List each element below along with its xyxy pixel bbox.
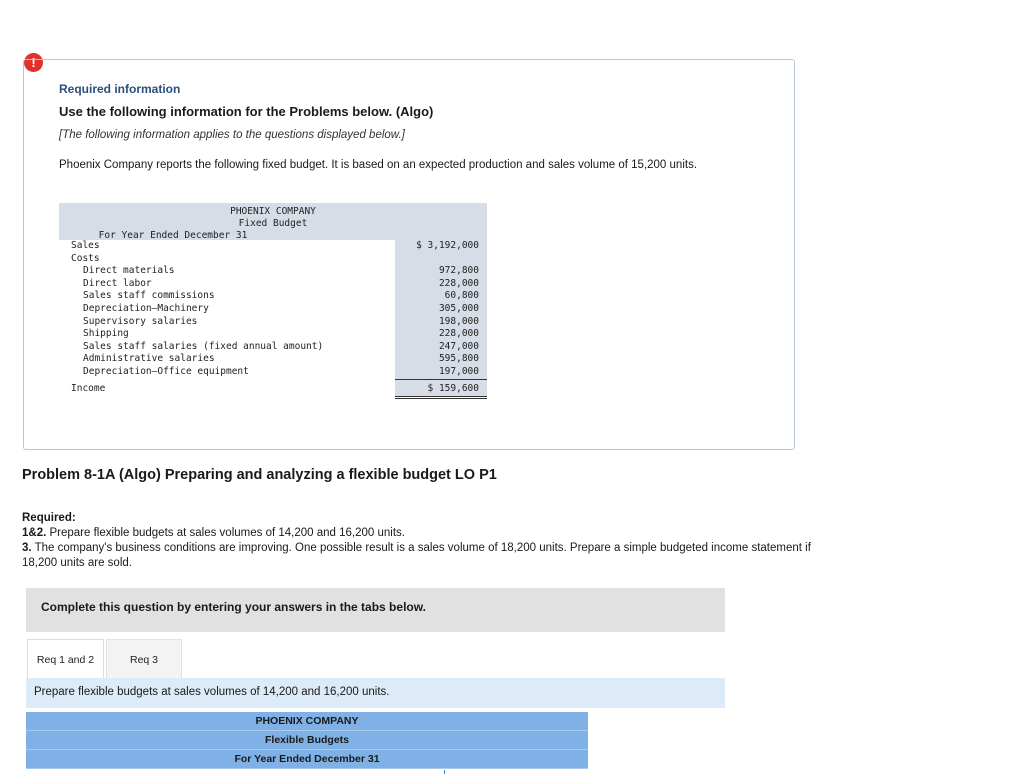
cost-row <box>59 328 487 341</box>
req3-number: 3. <box>22 542 32 554</box>
cost-label: Depreciation—Machinery <box>83 302 209 314</box>
alert-icon: ! <box>24 53 43 72</box>
flexible-budget-period: For Year Ended December 31 <box>26 750 588 769</box>
cost-label: Administrative salaries <box>83 353 215 365</box>
req3-text: The company's business conditions are improving. One possible result is a sales volume of 18,200 units. Prepare a simple budgeted income statement if 18,200 units are sold. <box>22 542 811 569</box>
cost-label: Sales staff salaries (fixed annual amount) <box>83 340 324 352</box>
income-top-rule <box>395 379 487 380</box>
cost-label: Supervisory salaries <box>83 315 198 327</box>
instruction-text: Prepare flexible budgets at sales volumes of 14,200 and 16,200 units. <box>34 686 390 698</box>
income-value: $ 159,600 <box>427 382 479 394</box>
use-information-heading: Use the following information for the Problems below. (Algo) <box>59 104 434 119</box>
column-divider <box>444 770 445 774</box>
income-row <box>59 382 487 396</box>
instruction-bar <box>26 678 725 708</box>
cost-value: 60,800 <box>444 290 479 302</box>
sales-label: Sales <box>71 240 100 251</box>
required-section <box>22 511 812 571</box>
income-double-rule <box>395 396 487 399</box>
cost-row <box>59 341 487 354</box>
cost-value: 228,000 <box>438 328 479 340</box>
cost-label: Shipping <box>83 328 129 340</box>
tab-label: Req 1 and 2 <box>36 654 95 666</box>
complete-question-text: Complete this question by entering your answers in the tabs below. <box>41 600 426 614</box>
cost-value: 198,000 <box>438 315 479 327</box>
flexible-budget-title: Flexible Budgets <box>26 731 588 750</box>
fixed-budget-title: Fixed Budget <box>238 218 308 229</box>
required-label: Required: <box>22 512 76 524</box>
cost-label: Depreciation—Office equipment <box>83 365 249 377</box>
fixed-budget-period: For Year Ended December 31 <box>98 230 248 241</box>
cost-row <box>59 278 487 291</box>
income-label: Income <box>71 382 106 394</box>
cost-value: 228,000 <box>438 277 479 289</box>
cost-value: 972,800 <box>438 265 479 277</box>
problem-title: Problem 8-1A (Algo) Preparing and analyzing a flexible budget LO P1 <box>22 467 497 483</box>
cost-row <box>59 366 487 379</box>
cost-value: 247,000 <box>438 340 479 352</box>
cost-row <box>59 316 487 329</box>
fixed-budget-company: PHOENIX COMPANY <box>230 206 316 217</box>
sales-row <box>59 240 487 253</box>
cost-row <box>59 353 487 366</box>
cost-value: 197,000 <box>438 365 479 377</box>
cost-row <box>59 303 487 316</box>
sales-value: $ 3,192,000 <box>416 240 479 251</box>
fixed-budget-body <box>59 240 487 396</box>
report-text: Phoenix Company reports the following fixed budget. It is based on an expected production and sales volume of 15,200 units. <box>59 159 698 171</box>
cost-label: Direct materials <box>83 265 175 277</box>
cost-row <box>59 265 487 278</box>
complete-question-bar <box>26 588 725 632</box>
applies-note: [The following information applies to the questions displayed below.] <box>59 129 405 141</box>
req12-text: Prepare flexible budgets at sales volumes of 14,200 and 16,200 units. <box>49 527 405 539</box>
cost-label: Direct labor <box>83 277 152 289</box>
cost-label: Sales staff commissions <box>83 290 215 302</box>
cost-value: 305,000 <box>438 302 479 314</box>
costs-row <box>59 253 487 266</box>
cost-row <box>59 290 487 303</box>
flexible-budget-header <box>26 712 588 769</box>
fixed-budget-table <box>59 203 487 396</box>
required-information-box <box>23 59 795 450</box>
flexible-budget-company: PHOENIX COMPANY <box>26 712 588 731</box>
costs-label: Costs <box>71 252 100 264</box>
tab-label: Req 3 <box>129 654 159 666</box>
tab-req-1-and-2[interactable] <box>27 639 104 678</box>
tab-req-3[interactable] <box>106 639 182 678</box>
req12-number: 1&2. <box>22 527 47 539</box>
cost-value: 595,800 <box>438 353 479 365</box>
required-information-heading: Required information <box>59 82 181 96</box>
fixed-budget-header <box>59 203 487 240</box>
